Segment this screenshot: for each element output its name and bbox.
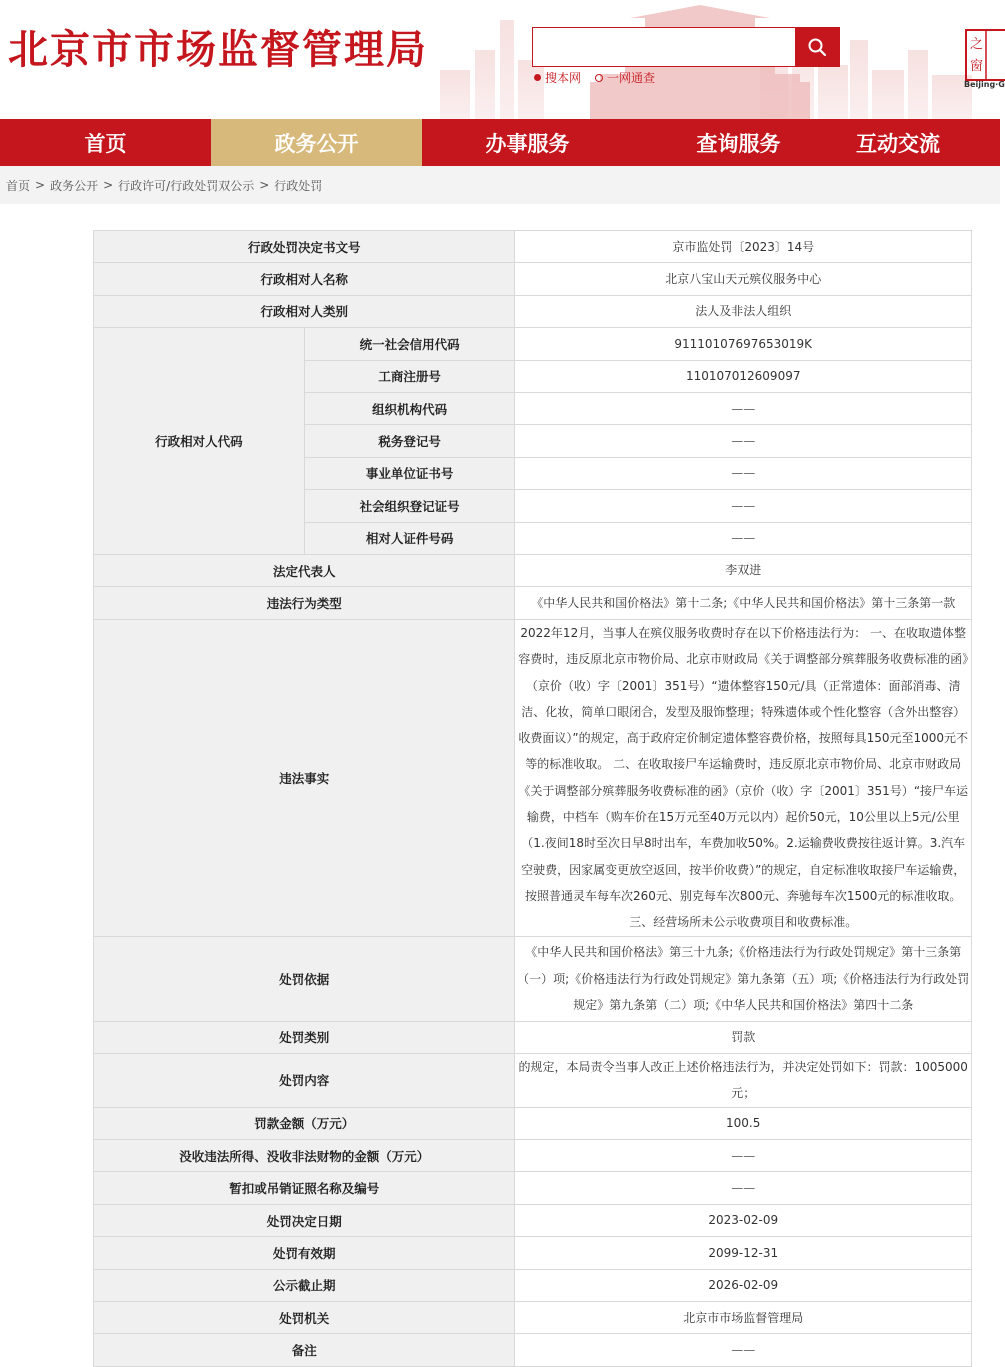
credit-code-label: 统一社会信用代码: [304, 328, 515, 360]
nav-home[interactable]: 首页: [84, 131, 127, 156]
search-scope-all[interactable]: [595, 69, 655, 86]
id-number-value: ——: [515, 522, 972, 554]
remark-label: 备注: [94, 1334, 515, 1366]
publish-until-value: 2026-02-09: [515, 1269, 972, 1301]
institution-cert-label: 事业单位证书号: [304, 457, 515, 489]
table-row: [94, 1054, 972, 1108]
category-value: 罚款: [515, 1021, 972, 1053]
radio-selected-icon: [534, 74, 541, 81]
beijing-logo: [964, 28, 1000, 88]
business-reg-label: 工商注册号: [304, 360, 515, 392]
authority-label: 处罚机关: [94, 1302, 515, 1334]
table-row: [94, 263, 972, 295]
nav-interaction[interactable]: 互动交流: [856, 131, 940, 156]
id-number-label: 相对人证件号码: [304, 522, 515, 554]
svg-text:之: 之: [970, 37, 984, 52]
party-type-value: 法人及非法人组织: [515, 295, 972, 327]
party-type-label: 行政相对人类别: [94, 295, 515, 327]
party-name-label: 行政相对人名称: [94, 263, 515, 295]
table-row: [94, 1269, 972, 1301]
license-value: ——: [515, 1172, 972, 1204]
nav-services[interactable]: 办事服务: [485, 131, 570, 156]
party-code-label: 行政相对人代码: [94, 328, 305, 555]
site-title: 北京市市场监督管理局: [8, 27, 428, 73]
authority-value: 北京市市场监督管理局: [515, 1302, 972, 1334]
social-org-value: ——: [515, 490, 972, 522]
valid-until-value: 2099-12-31: [515, 1237, 972, 1269]
legal-rep-value: 李双进: [515, 554, 972, 586]
decision-date-value: 2023-02-09: [515, 1204, 972, 1236]
search-scope-site-label: 搜本网: [545, 71, 582, 85]
search-input[interactable]: [533, 28, 795, 66]
search-box: [532, 27, 840, 67]
table-row: [94, 295, 972, 327]
search-button[interactable]: [795, 28, 839, 66]
tax-reg-value: ——: [515, 425, 972, 457]
basis-label: 处罚依据: [94, 936, 515, 1021]
social-org-label: 社会组织登记证号: [304, 490, 515, 522]
nav-gov-affairs[interactable]: 政务公开: [211, 119, 422, 166]
remark-value: ——: [515, 1334, 972, 1366]
breadcrumb-separator: >: [259, 178, 270, 192]
radio-unselected-icon: [595, 74, 603, 82]
doc-no-value: 京市监处罚〔2023〕14号: [515, 231, 972, 263]
facts-label: 违法事实: [94, 619, 515, 936]
fine-value: 100.5: [515, 1107, 972, 1139]
table-row: [94, 1021, 972, 1053]
table-row: [94, 1107, 972, 1139]
table-row: [94, 554, 972, 586]
breadcrumb-home[interactable]: 首页: [6, 178, 31, 193]
site-header: [0, 0, 1005, 119]
breadcrumb-separator: >: [103, 178, 114, 192]
table-row: [94, 1334, 972, 1366]
svg-text:窗: 窗: [970, 59, 984, 74]
business-reg-value: 110107012609097: [515, 360, 972, 392]
table-row: [94, 1302, 972, 1334]
search-scope-all-label: 一网通查: [607, 71, 656, 85]
org-code-label: 组织机构代码: [304, 392, 515, 424]
content-value: 的规定，本局责令当事人改正上述价格违法行为，并决定处罚如下：罚款：1005000元；: [515, 1054, 972, 1108]
table-row: [94, 1237, 972, 1269]
table-row: [94, 1140, 972, 1172]
logo-subtext: Beijing·G: [964, 80, 1005, 89]
institution-cert-value: ——: [515, 457, 972, 489]
confiscation-label: 没收违法所得、没收非法财物的金额（万元）: [94, 1140, 515, 1172]
table-row: [94, 1172, 972, 1204]
decision-date-label: 处罚决定日期: [94, 1204, 515, 1236]
table-row: [94, 231, 972, 263]
valid-until-label: 处罚有效期: [94, 1237, 515, 1269]
content-label: 处罚内容: [94, 1054, 515, 1108]
table-row: [94, 1204, 972, 1236]
breadcrumb-double-publicity[interactable]: 行政许可/行政处罚双公示: [118, 178, 255, 193]
basis-value: 《中华人民共和国价格法》第三十九条;《价格违法行为行政处罚规定》第十三条第（一）项;《价格违法行为行政处罚规定》第九条第（五）项;《价格违法行为行政处罚规定》第九条第（二）项;《中华人民共和国价格法》第四十二条: [515, 936, 972, 1021]
table-row: [94, 587, 972, 619]
tax-reg-label: 税务登记号: [304, 425, 515, 457]
party-name-value: 北京八宝山天元殡仪服务中心: [515, 263, 972, 295]
license-label: 暂扣或吊销证照名称及编号: [94, 1172, 515, 1204]
legal-rep-label: 法定代表人: [94, 554, 515, 586]
table-row: [94, 619, 972, 936]
breadcrumb-separator: >: [35, 178, 46, 192]
facts-value: 2022年12月，当事人在殡仪服务收费时存在以下价格违法行为： 一、在收取遗体整容费时，违反原北京市物价局、北京市财政局《关于调整部分殡葬服务收费标准的函》（京价（收）字〔2001〕351号）“遗体整容150元/具（正常遗体：面部消毒、清洁、化妆，简单口眼闭合，发型及服饰整理；特殊遗体或个性化整容（含外出整容）收费面议）”的规定，高于政府定价制定遗体整容费价格，按照每具150元至1000元不等的标准收取。 二、在收取接尸车运输费时，违反原北京市物价局、北京市财政局《关于调整部分殡葬服务收费标准的函》（京价（收）字〔2001〕351号）“接尸车运输费，中档车（购车价在15万元至40万元以内）起价50元，10公里以上5元/公里（1.夜间18时至次日早8时出车，车费加收50%。2.运输费收费按往返计算。3.汽车空驶费，因家属变更放空返回，按半价收费）”的规定，自定标准收取接尸车运输费，按照普通灵车每车次260元、别克每车次800元、奔驰每车次1500元的标准收取。 三、经营场所未公示收费项目和收费标准。: [515, 619, 972, 936]
breadcrumb-gov-affairs[interactable]: 政务公开: [50, 178, 99, 193]
credit-code-value: 91110107697653019K: [515, 328, 972, 360]
category-label: 处罚类别: [94, 1021, 515, 1053]
search-scope: [534, 69, 655, 86]
table-row: [94, 936, 972, 1021]
confiscation-value: ——: [515, 1140, 972, 1172]
main-nav: [0, 119, 1000, 166]
search-icon: [807, 37, 827, 57]
breadcrumb-current[interactable]: 行政处罚: [274, 178, 323, 193]
violation-type-value: 《中华人民共和国价格法》第十二条;《中华人民共和国价格法》第十三条第一款: [515, 587, 972, 619]
fine-label: 罚款金额（万元）: [94, 1107, 515, 1139]
nav-query[interactable]: 查询服务: [696, 131, 781, 156]
doc-no-label: 行政处罚决定书文号: [94, 231, 515, 263]
breadcrumb: [0, 166, 1000, 204]
table-row: [94, 328, 972, 360]
publish-until-label: 公示截止期: [94, 1269, 515, 1301]
search-scope-site[interactable]: [534, 69, 581, 86]
org-code-value: ——: [515, 392, 972, 424]
violation-type-label: 违法行为类型: [94, 587, 515, 619]
penalty-info-table: [93, 230, 972, 1367]
